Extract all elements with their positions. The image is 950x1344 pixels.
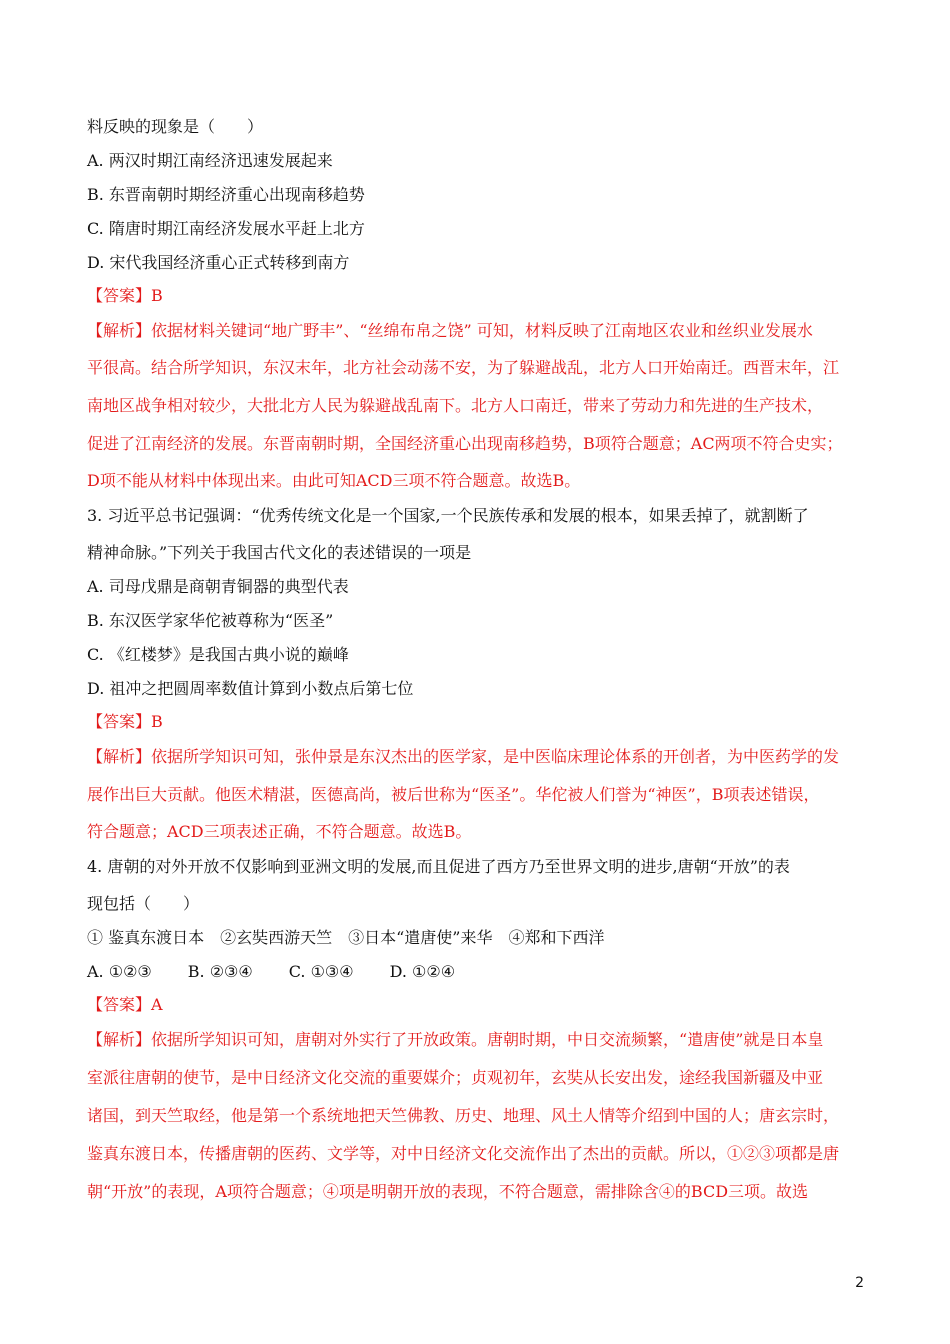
q3-analysis-line-3: 符合题意；ACD三项表述正确，不符合题意。故选B。	[87, 822, 472, 841]
q2-analysis-line-5: D项不能从材料中体现出来。由此可知ACD三项不符合题意。故选B。	[87, 471, 581, 490]
q4-option-d: D. ①②④	[389, 962, 456, 981]
q4-analysis-tag: 【解析】	[87, 1030, 152, 1049]
q2-analysis-line-3: 南地区战争相对较少，大批北方人民为躲避战乱南下。北方人口南迁，带来了劳动力和先进的生产技术，	[87, 396, 824, 415]
q4-option-c: C. ①③④	[288, 962, 354, 981]
q3-analysis-tag: 【解析】	[87, 747, 152, 766]
q3-analysis-line-1: 【解析】依据所学知识可知，张仲景是东汉杰出的医学家，是中医临床理论体系的开创者，为中医药学的发	[87, 747, 840, 766]
q4-option-b: B. ②③④	[187, 962, 253, 981]
q2-answer-tag: 【答案】	[87, 286, 152, 305]
q2-option-b: B. 东晋南朝时期经济重心出现南移趋势	[87, 185, 365, 204]
q2-analysis-line-1: 【解析】依据材料关键词“地广野丰”、“丝绵布帛之饶” 可知，材料反映了江南地区农业和丝织业发展水	[87, 321, 813, 340]
q2-analysis-line-4: 促进了江南经济的发展。东晋南朝时期，全国经济重心出现南移趋势，B项符合题意；AC两项不符合史实；	[87, 434, 843, 453]
q2-answer-line	[87, 285, 163, 307]
q4-options	[87, 961, 455, 983]
q3-answer-line	[87, 711, 163, 733]
q3-option-c: C. 《红楼梦》是我国古典小说的巅峰	[87, 645, 349, 664]
q4-analysis-line-1: 【解析】依据所学知识可知，唐朝对外实行了开放政策。唐朝时期，中日交流频繁，“遣唐使”就是日本皇	[87, 1030, 824, 1049]
q3-stem-line-1: 3. 习近平总书记强调：“优秀传统文化是一个国家,一个民族传承和发展的根本，如果丢掉了，就割断了	[87, 506, 809, 525]
q2-option-a: A. 两汉时期江南经济迅速发展起来	[87, 151, 333, 170]
q4-items: ① 鉴真东渡日本 ②玄奘西游天竺 ③日本“遣唐使”来华 ④郑和下西洋	[87, 928, 605, 947]
q3-option-b: B. 东汉医学家华佗被尊称为“医圣”	[87, 611, 334, 630]
q3-analysis-line-2: 展作出巨大贡献。他医术精湛，医德高尚，被后世称为“医圣”。华佗被人们誉为“神医”，B项表述错误，	[87, 785, 820, 804]
q3-option-d: D. 祖冲之把圆周率数值计算到小数点后第七位	[87, 679, 414, 698]
q4-answer-value: A	[151, 995, 163, 1014]
q2-analysis-tag: 【解析】	[87, 321, 152, 340]
q3-option-a: A. 司母戊鼎是商朝青铜器的典型代表	[87, 577, 349, 596]
page-number: 2	[855, 1275, 864, 1291]
q3-answer-tag: 【答案】	[87, 712, 152, 731]
q4-analysis-line-2: 室派往唐朝的使节，是中日经济文化交流的重要媒介；贞观初年，玄奘从长安出发，途经我国新疆及中亚	[87, 1068, 824, 1087]
q4-option-a: A. ①②③	[87, 962, 152, 981]
q4-answer-line	[87, 994, 163, 1016]
q2-option-d: D. 宋代我国经济重心正式转移到南方	[87, 253, 350, 272]
q2-analysis-line-2: 平很高。结合所学知识，东汉末年，北方社会动荡不安，为了躲避战乱，北方人口开始南迁。西晋末年，江	[87, 358, 840, 377]
q2-answer-value: B	[151, 286, 163, 305]
q2-option-c: C. 隋唐时期江南经济发展水平赶上北方	[87, 219, 365, 238]
q3-stem-line-2: 精神命脉。”下列关于我国古代文化的表述错误的一项是	[87, 543, 472, 562]
q2-stem-tail: 料反映的现象是（ ）	[87, 117, 264, 136]
q4-answer-tag: 【答案】	[87, 995, 152, 1014]
q4-stem-line-2: 现包括（ ）	[87, 894, 200, 913]
q4-analysis-line-4: 鉴真东渡日本，传播唐朝的医药、文学等，对中日经济文化交流作出了杰出的贡献。所以，①②③项都是唐	[87, 1144, 840, 1163]
q3-answer-value: B	[151, 712, 163, 731]
q4-stem-line-1: 4. 唐朝的对外开放不仅影响到亚洲文明的发展,而且促进了西方乃至世界文明的进步,唐朝“开放”的表	[87, 857, 790, 876]
q4-analysis-line-3: 诸国，到天竺取经，他是第一个系统地把天竺佛教、历史、地理、风土人情等介绍到中国的人；唐玄宗时，	[87, 1106, 840, 1125]
q4-analysis-line-5: 朝“开放”的表现，A项符合题意；④项是明朝开放的表现，不符合题意，需排除含④的BCD三项。故选	[87, 1182, 809, 1201]
